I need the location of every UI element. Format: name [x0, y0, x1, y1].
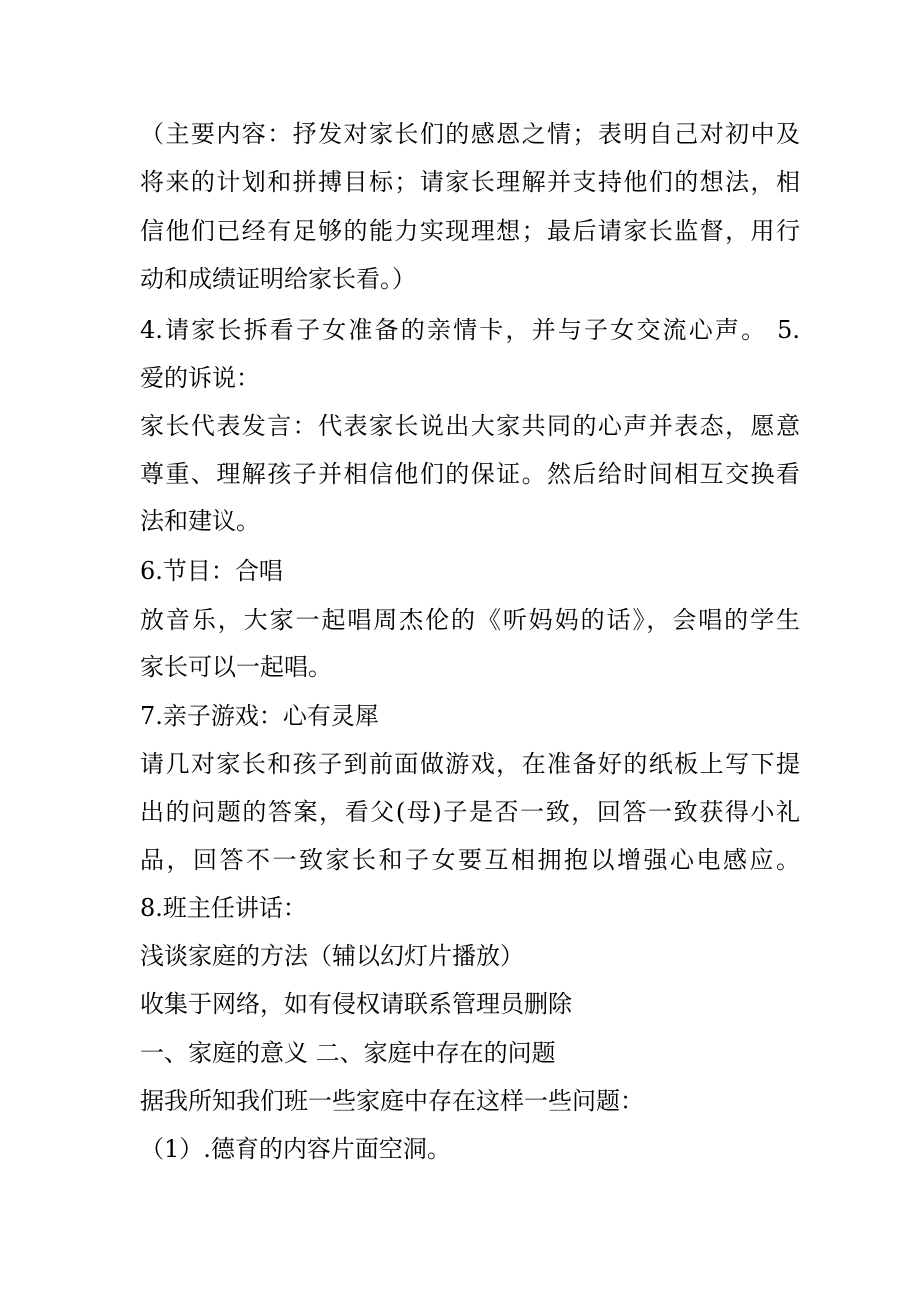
text-line: （主要内容：抒发对家长们的感恩之情；表明自己对初中及 [140, 120, 800, 148]
text-line: 收集于网络，如有侵权请联系管理员删除 [140, 990, 572, 1018]
text-line: 出的问题的答案，看父(母)子是否一致，回答一致获得小礼 [140, 798, 800, 826]
text-line: 请几对家长和孩子到前面做游戏，在准备好的纸板上写下提 [140, 750, 800, 778]
text-line: 动和成绩证明给家长看。） [140, 265, 416, 293]
text-line: 一、家庭的意义 二、家庭中存在的问题 [140, 1039, 556, 1067]
text-line: 爱的诉说： [140, 364, 260, 392]
text-line: 家长可以一起唱。 [140, 653, 332, 681]
text-line: 6.节目：合唱 [140, 557, 283, 585]
text-line: 家长代表发言：代表家长说出大家共同的心声并表态，愿意 [140, 412, 800, 440]
text-line: 法和建议。 [140, 507, 260, 535]
text-line: 信他们已经有足够的能力实现理想；最后请家长监督，用行 [140, 217, 800, 245]
text-line: 7.亲子游戏：心有灵犀 [140, 702, 379, 730]
text-line: 据我所知我们班一些家庭中存在这样一些问题： [140, 1087, 644, 1115]
text-line: 将来的计划和拼搏目标；请家长理解并支持他们的想法，相 [140, 168, 800, 196]
text-line: 品，回答不一致家长和子女要互相拥抱以增强心电感应。 [140, 846, 800, 874]
text-line: 放音乐，大家一起唱周杰伦的《听妈妈的话》，会唱的学生 [140, 606, 800, 634]
text-line: 浅谈家庭的方法（辅以幻灯片播放） [140, 942, 524, 970]
text-line: 8.班主任讲话： [140, 894, 307, 922]
text-line: （1）.德育的内容片面空洞。 [140, 1135, 451, 1163]
text-line: 尊重、理解孩子并相信他们的保证。然后给时间相互交换看 [140, 460, 800, 488]
text-line: 4.请家长拆看子女准备的亲情卡，并与子女交流心声。 5. [140, 316, 800, 344]
